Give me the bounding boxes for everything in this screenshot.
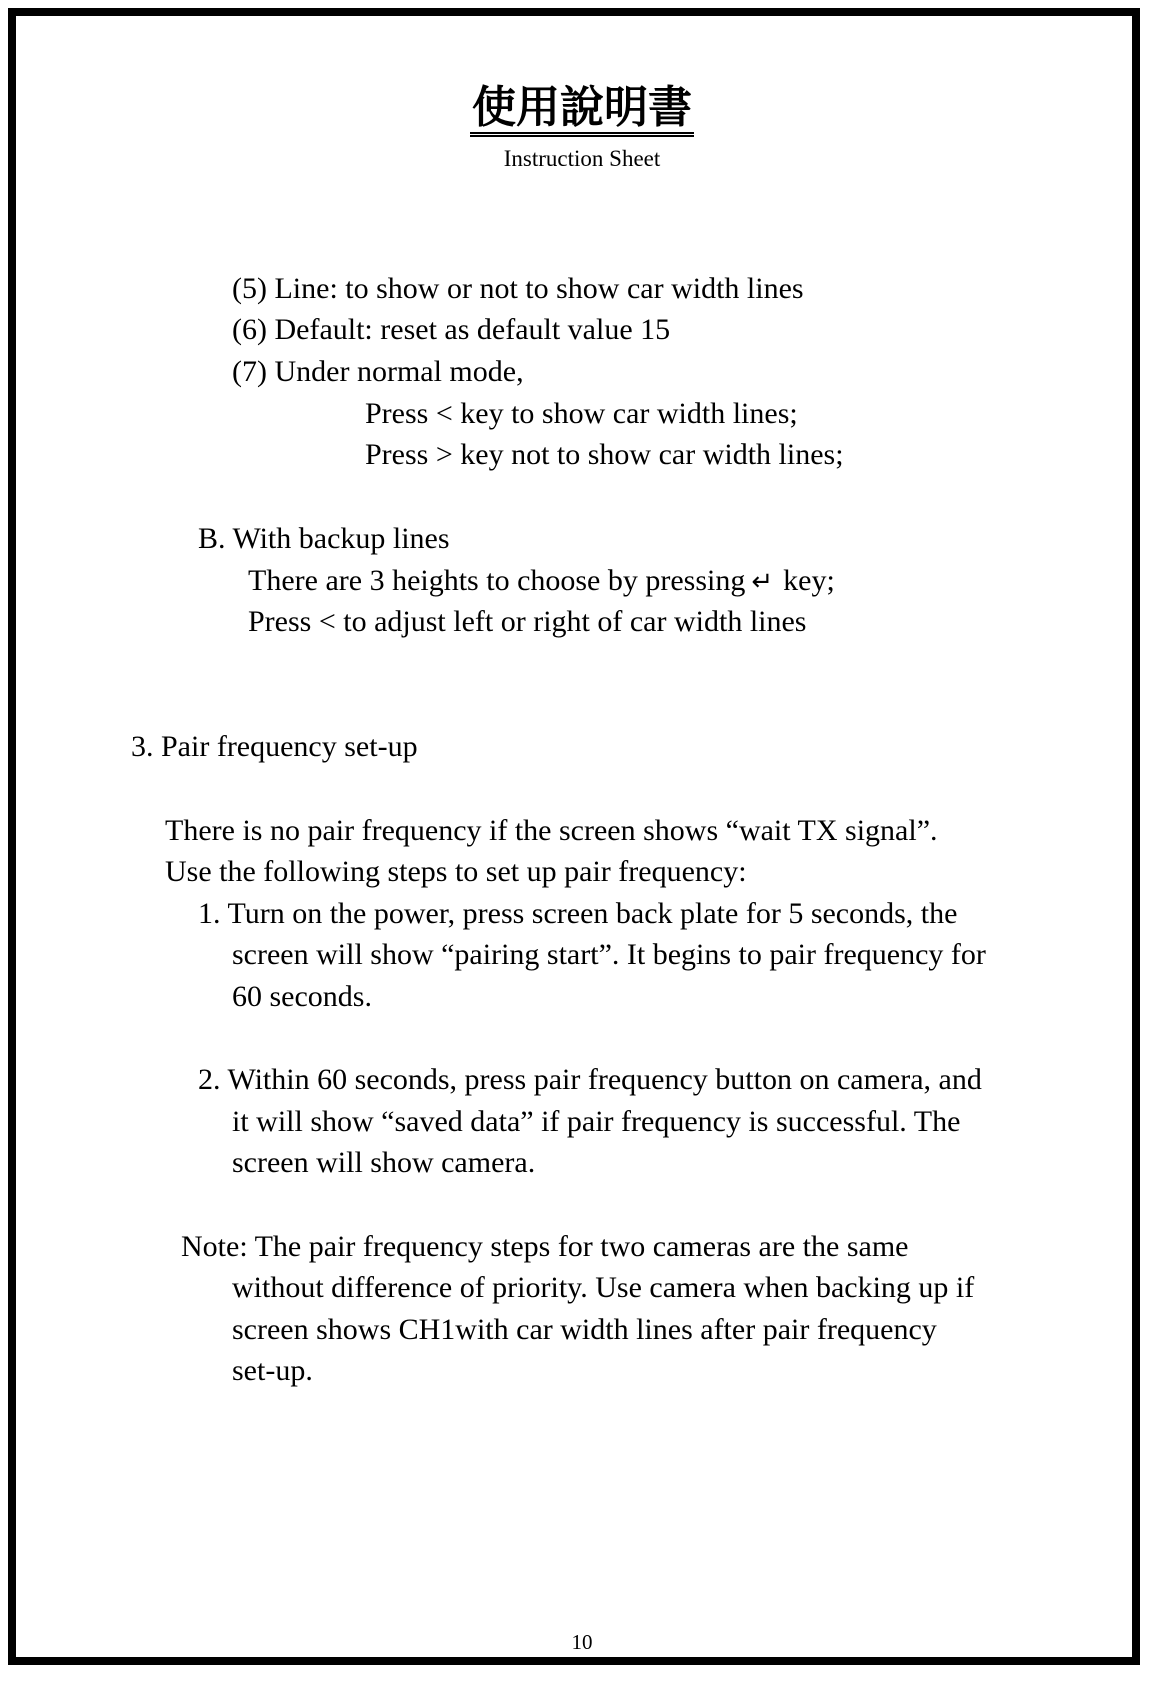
enter-key-icon: ↵ bbox=[751, 567, 774, 597]
pair-intro-line-1: There is no pair frequency if the screen shows “wait TX signal”. bbox=[165, 814, 938, 847]
note-line-4: set-up. bbox=[232, 1354, 313, 1387]
press-left-key-text: Press < key to show car width lines; bbox=[365, 397, 798, 430]
pair-intro-line-2: Use the following steps to set up pair frequency: bbox=[165, 855, 747, 888]
heights-instruction-key: key; bbox=[783, 564, 835, 597]
heights-instruction bbox=[248, 566, 835, 596]
step-1-line-1: 1. Turn on the power, press screen back plate for 5 seconds, the bbox=[198, 897, 958, 930]
item-normal-mode: (7) Under normal mode, bbox=[232, 355, 524, 388]
section-3-heading: 3. Pair frequency set-up bbox=[131, 730, 418, 763]
item-default-setting: (6) Default: reset as default value 15 bbox=[232, 313, 671, 346]
step-2-line-3: screen will show camera. bbox=[232, 1146, 536, 1179]
document-title-text: 使用說明書 bbox=[470, 86, 694, 137]
section-b-heading: B. With backup lines bbox=[198, 522, 450, 555]
document-title bbox=[0, 82, 1164, 137]
press-right-key-text: Press > key not to show car width lines; bbox=[365, 438, 844, 471]
item-line-setting: (5) Line: to show or not to show car width lines bbox=[232, 272, 804, 305]
note-line-3: screen shows CH1with car width lines after pair frequency bbox=[232, 1313, 937, 1346]
adjust-instruction: Press < to adjust left or right of car width lines bbox=[248, 605, 807, 638]
heights-instruction-text: There are 3 heights to choose by pressing bbox=[248, 564, 746, 597]
document-subtitle: Instruction Sheet bbox=[503, 146, 661, 171]
step-2-line-1: 2. Within 60 seconds, press pair frequency button on camera, and bbox=[198, 1063, 982, 1096]
step-1-line-3: 60 seconds. bbox=[232, 980, 372, 1013]
step-2-line-2: it will show “saved data” if pair frequency is successful. The bbox=[232, 1105, 961, 1138]
note-line-1: Note: The pair frequency steps for two cameras are the same bbox=[181, 1230, 909, 1263]
note-line-2: without difference of priority. Use camera when backing up if bbox=[232, 1271, 975, 1304]
page-number: 10 bbox=[571, 1630, 593, 1654]
step-1-line-2: screen will show “pairing start”. It begins to pair frequency for bbox=[232, 938, 986, 971]
